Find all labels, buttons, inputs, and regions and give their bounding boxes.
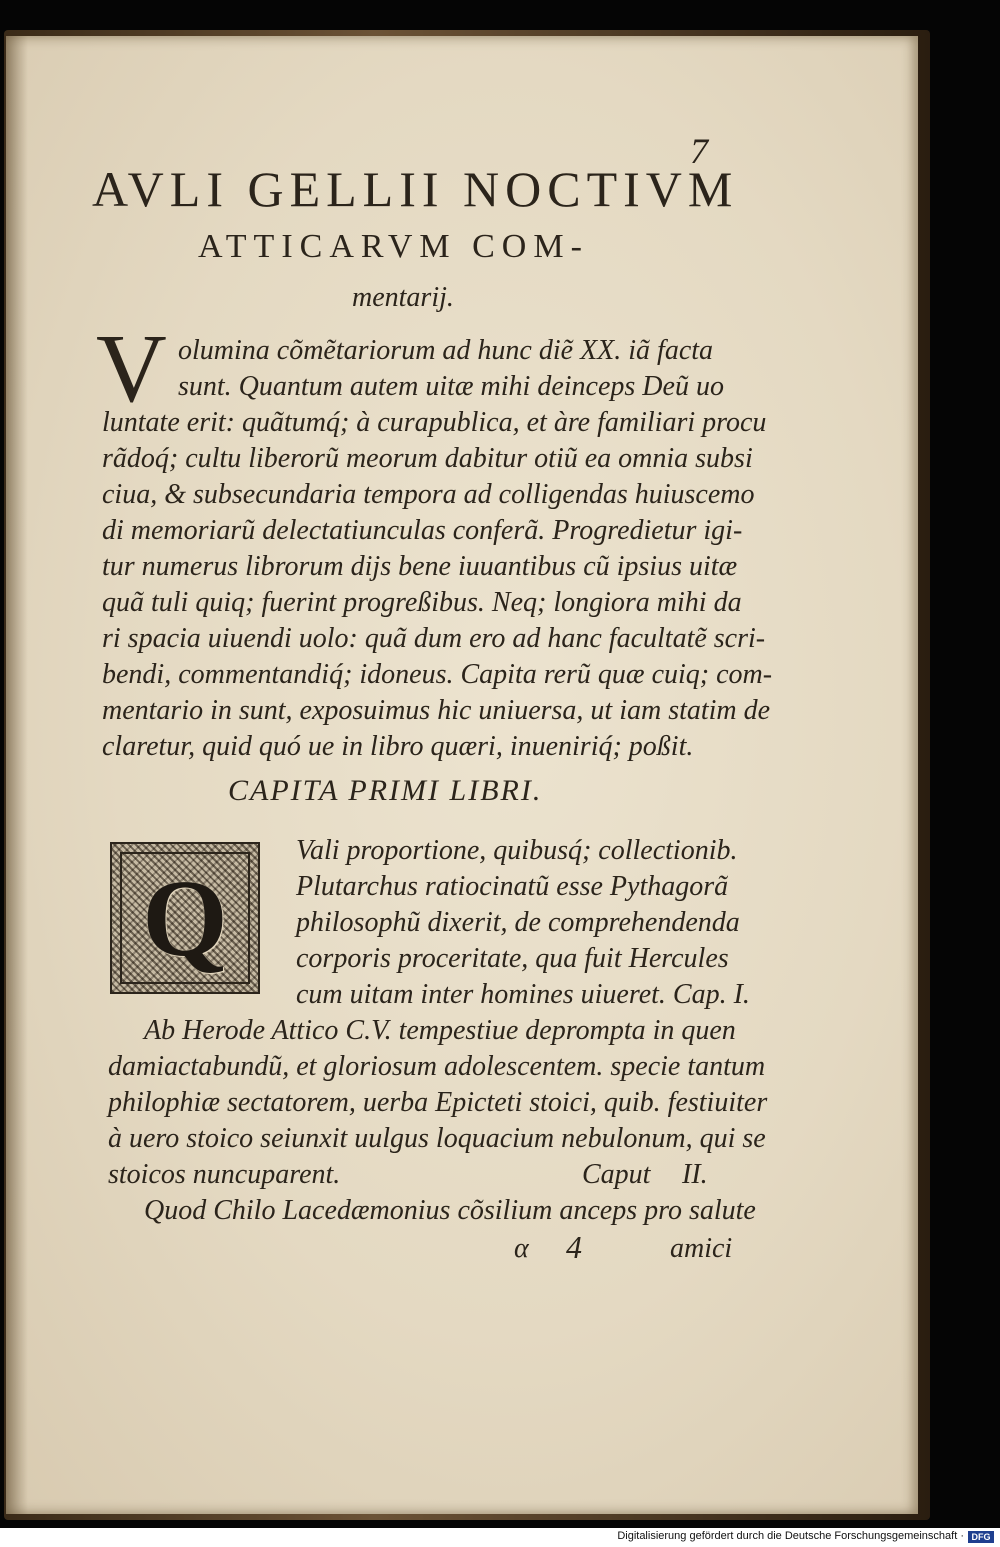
intro-line: sunt. Quantum autem uitæ mihi deinceps Deũ uo <box>178 371 724 402</box>
chapter-line: philophiæ sectatorem, uerba Epicteti stoici, quib. festiuiter <box>108 1087 768 1118</box>
intro-line: olumina cõmẽtariorum ad hunc diẽ XX. iã facta <box>178 335 714 366</box>
intro-line: claretur, quid quó ue in libro quæri, inueniriq́; poßit. <box>102 731 694 762</box>
intro-line: tur numerus librorum dijs bene iuuantibus cũ ipsius uitæ <box>102 551 738 582</box>
intro-line: bendi, commentandiq́; idoneus. Capita rerũ quæ cuiq; com- <box>102 659 773 690</box>
chapter-line: Ab Herode Attico C.V. tempestiue deprompta in quen <box>144 1015 736 1046</box>
ornate-initial-letter: Q <box>142 857 228 979</box>
title-line-3: mentarij. <box>352 282 454 313</box>
chapter-line: cum uitam inter homines uiueret. Cap. I. <box>296 979 750 1010</box>
chapter-line: à uero stoico seiunxit uulgus loquacium nebulonum, qui se <box>108 1123 766 1154</box>
intro-line: di memoriarũ delectatiunculas conferã. Progredietur igi- <box>102 515 743 546</box>
caput-number: II. <box>682 1159 708 1190</box>
footer-bar <box>0 1528 1000 1547</box>
intro-line: quã tuli quiq; fuerint progreßibus. Neq; longiora mihi da <box>102 587 742 618</box>
signature-mark: α <box>514 1233 529 1264</box>
title-line-2: ATTICARVM COM- <box>198 228 589 265</box>
page-number: 7 <box>690 131 708 171</box>
funding-credit: Digitalisierung gefördert durch die Deutsche Forschungsgemeinschaft · <box>617 1530 964 1542</box>
chapter-line: philosophũ dixerit, de comprehendenda <box>296 907 740 938</box>
page-spine-shadow <box>6 36 28 1514</box>
title-line-1: AVLI GELLII NOCTIVM <box>92 161 739 217</box>
dfg-logo[interactable]: DFG <box>968 1531 994 1543</box>
intro-line: mentario in sunt, exposuimus hic uniuersa, ut iam statim de <box>102 695 771 726</box>
intro-drop-cap: V <box>96 315 167 423</box>
intro-line: ri spacia uiuendi uolo: quã dum ero ad hanc facultatẽ scri- <box>102 623 766 654</box>
chapter-line: stoicos nuncuparent. <box>108 1159 341 1190</box>
section-heading: CAPITA PRIMI LIBRI. <box>228 774 543 807</box>
chapter-line: Plutarchus ratiocinatũ esse Pythagorã <box>296 871 729 902</box>
intro-line: ciua, & subsecundaria tempora ad colligendas huiuscemo <box>102 479 755 510</box>
ornate-initial-frame <box>120 852 250 984</box>
ornate-initial-woodcut <box>110 842 260 994</box>
chapter-line: Quod Chilo Lacedæmonius cõsilium anceps pro salute <box>144 1195 756 1226</box>
intro-line: rãdoq́; cultu liberorũ meorum dabitur otiũ ea omnia subsi <box>102 443 753 474</box>
caput-label: Caput <box>582 1159 651 1190</box>
signature-number: 4 <box>566 1229 582 1265</box>
intro-line: luntate erit: quãtumq́; à curapublica, et àre familiari procu <box>102 407 767 438</box>
chapter-line: Vali proportione, quibusq́; collectionib. <box>296 835 738 866</box>
chapter-line: corporis proceritate, qua fuit Hercules <box>296 943 729 974</box>
chapter-line: damiactabundũ, et gloriosum adolescentem. specie tantum <box>108 1051 766 1082</box>
catchword: amici <box>670 1233 733 1264</box>
